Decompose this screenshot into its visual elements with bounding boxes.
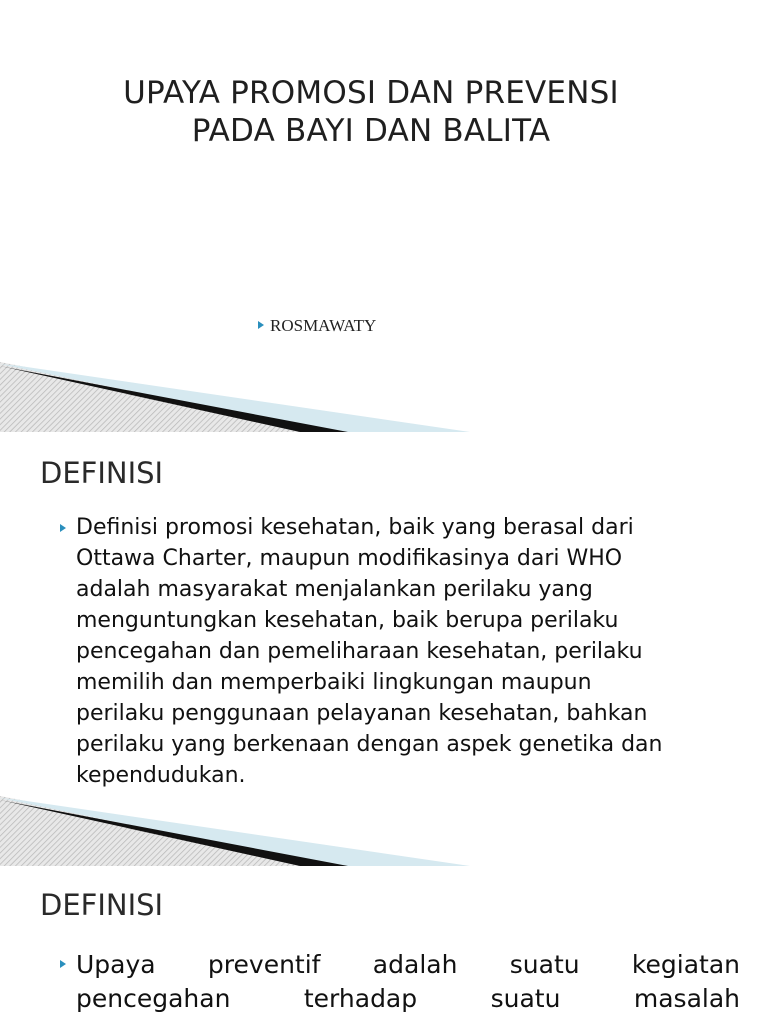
- bullet-paragraph: [60, 948, 740, 1016]
- slide-definisi-1: [0, 432, 768, 866]
- paragraph-line: Definisi promosi kesehatan, baik yang berasal dari: [76, 515, 634, 540]
- title-line-2: PADA BAYI DAN BALITA: [191, 113, 551, 149]
- paragraph-line: menguntungkan kesehatan, baik berupa perilaku: [76, 608, 619, 633]
- slide-definisi-2: [0, 866, 768, 1024]
- paragraph-line: Ottawa Charter, maupun modifikasinya dari WHO: [76, 546, 623, 571]
- author-name: ROSMAWATY: [270, 316, 377, 335]
- paragraph-line: kependudukan.: [76, 763, 246, 788]
- slide-heading: DEFINISI: [40, 456, 164, 490]
- bullet-arrow-icon: [60, 524, 66, 532]
- slide-title-heading: [0, 74, 742, 150]
- paragraph-line: pencegahan dan pemeliharaan kesehatan, perilaku: [76, 639, 643, 664]
- bullet-arrow-icon: [60, 960, 66, 968]
- paragraph-line: memilih dan memperbaiki lingkungan maupun: [76, 670, 592, 695]
- title-line-1: UPAYA PROMOSI DAN PREVENSI: [123, 75, 619, 111]
- paragraph-line: Upaya preventif adalah suatu kegiatan: [76, 950, 740, 979]
- bullet-arrow-icon: [258, 321, 264, 329]
- swoosh-decoration: [0, 362, 768, 432]
- paragraph-line: pencegahan terhadap suatu masalah: [76, 984, 740, 1013]
- paragraph-line: perilaku penggunaan pelayanan kesehatan, bahkan: [76, 701, 648, 726]
- slide-heading: DEFINISI: [40, 888, 164, 922]
- swoosh-decoration: [0, 796, 768, 866]
- author-item: [258, 316, 376, 336]
- bullet-paragraph: [60, 512, 740, 791]
- paragraph-line: adalah masyarakat menjalankan perilaku yang: [76, 577, 593, 602]
- slide-title: [0, 0, 768, 432]
- paragraph-line: perilaku yang berkenaan dengan aspek genetika dan: [76, 732, 663, 757]
